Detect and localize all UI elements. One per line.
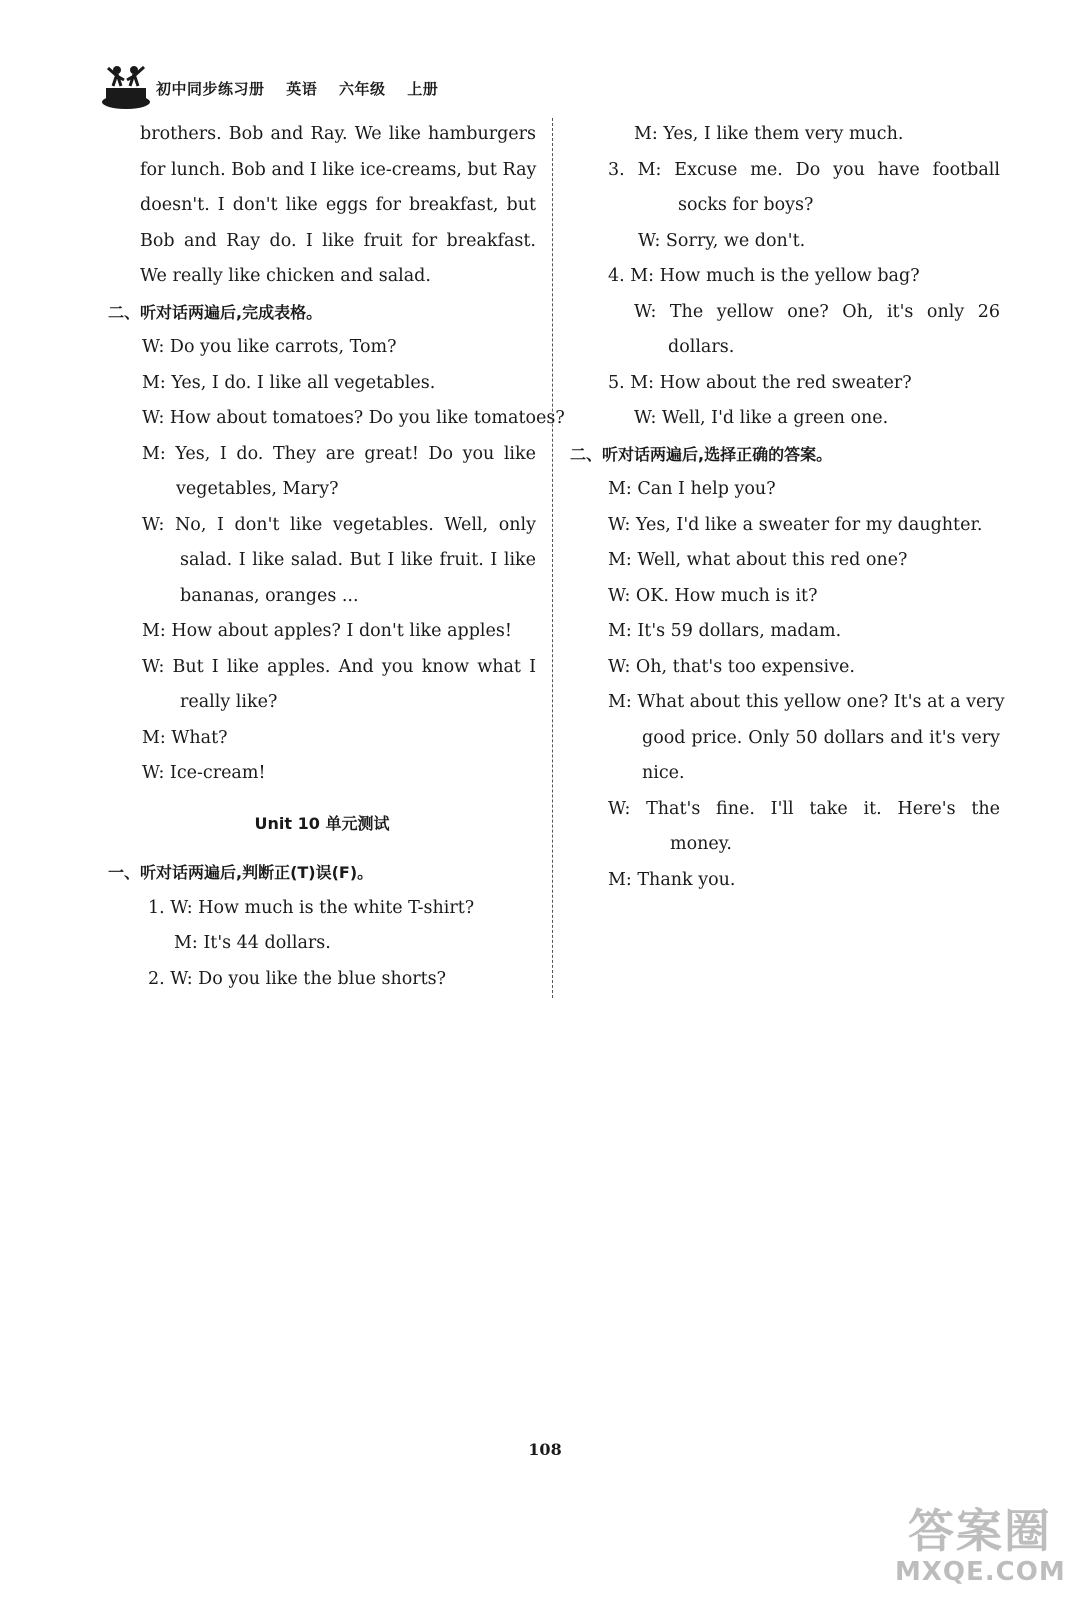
header-text <box>156 78 454 99</box>
text-line: W: OK. How much is it? <box>608 585 818 606</box>
text-line: M: Thank you. <box>608 869 736 890</box>
text-line: W: Do you like carrots, Tom? <box>142 337 397 357</box>
book-logo-icon <box>100 62 152 110</box>
section-heading: 二、听对话两遍后,完成表格。 <box>108 302 323 322</box>
text-line: 5. M: How about the red sweater? <box>608 372 912 393</box>
text-line: W: How about tomatoes? Do you like tomatoes? <box>142 408 565 428</box>
text-line: M: How about apples? I don't like apples! <box>142 621 512 641</box>
text-line: nice. <box>642 763 685 783</box>
text-line: W: Yes, I'd like a sweater for my daughter. <box>608 514 983 535</box>
volume: 上册 <box>407 80 439 98</box>
text-line: We really like chicken and salad. <box>140 266 431 286</box>
text-line: good price. Only 50 dollars and it's very <box>642 727 1000 748</box>
text-line: doesn't. I don't like eggs for breakfast, but <box>140 195 536 215</box>
page-header <box>100 62 500 112</box>
text-line: W: Ice-cream! <box>142 763 266 783</box>
text-line: 2. W: Do you like the blue shorts? <box>148 968 447 989</box>
text-line: 1. W: How much is the white T-shirt? <box>148 897 475 918</box>
text-line: dollars. <box>668 337 735 357</box>
text-line: W: Oh, that's too expensive. <box>608 656 855 677</box>
text-line: W: That's fine. I'll take it. Here's the <box>608 798 1000 819</box>
subject: 英语 <box>286 80 318 98</box>
section-heading: 一、听对话两遍后,判断正(T)误(F)。 <box>108 863 374 882</box>
watermark-url: MXQE.COM <box>895 1557 1066 1587</box>
text-line: W: Well, I'd like a green one. <box>634 408 889 428</box>
text-line: Bob and Ray do. I like fruit for breakfast. <box>140 230 536 251</box>
text-line: W: The yellow one? Oh, it's only 26 <box>634 301 1000 322</box>
text-line: socks for boys? <box>678 195 814 215</box>
grade: 六年级 <box>339 80 386 98</box>
text-line: M: Yes, I do. They are great! Do you like <box>142 443 536 464</box>
text-line: 3. M: Excuse me. Do you have football <box>608 159 1000 180</box>
section-heading: 二、听对话两遍后,选择正确的答案。 <box>570 444 833 464</box>
text-line: M: Can I help you? <box>608 479 776 499</box>
text-line: salad. I like salad. But I like fruit. I like <box>180 550 536 570</box>
text-line: M: It's 59 dollars, madam. <box>608 621 842 641</box>
left-column <box>108 117 565 997</box>
text-line: M: What about this yellow one? It's at a very <box>608 692 1005 712</box>
page-number: 108 <box>528 1440 562 1459</box>
text-line: W: No, I don't like vegetables. Well, only <box>142 514 536 535</box>
book-title: 初中同步练习册 <box>156 80 265 98</box>
text-line: M: What? <box>142 727 228 748</box>
text-line: money. <box>670 834 732 854</box>
text-line: M: Yes, I do. I like all vegetables. <box>142 372 436 393</box>
right-column <box>570 117 1005 898</box>
watermark-logo <box>895 1505 1065 1591</box>
text-line: W: But I like apples. And you know what I <box>142 656 536 677</box>
text-line: W: Sorry, we don't. <box>638 230 806 251</box>
text-line: vegetables, Mary? <box>176 479 339 499</box>
text-line: M: Well, what about this red one? <box>608 550 908 570</box>
text-line: bananas, oranges ... <box>180 585 359 606</box>
text-line: for lunch. Bob and I like ice-creams, but Ray <box>140 159 537 180</box>
text-line: 4. M: How much is the yellow bag? <box>608 266 920 286</box>
text-line: M: It's 44 dollars. <box>174 933 331 953</box>
watermark-text: 答案圈 <box>908 1504 1052 1558</box>
text-line: brothers. Bob and Ray. We like hamburgers <box>140 124 536 144</box>
column-divider <box>552 118 553 998</box>
text-line: M: Yes, I like them very much. <box>634 124 904 144</box>
text-line: really like? <box>180 692 278 712</box>
unit-title: Unit 10 单元测试 <box>254 813 390 833</box>
